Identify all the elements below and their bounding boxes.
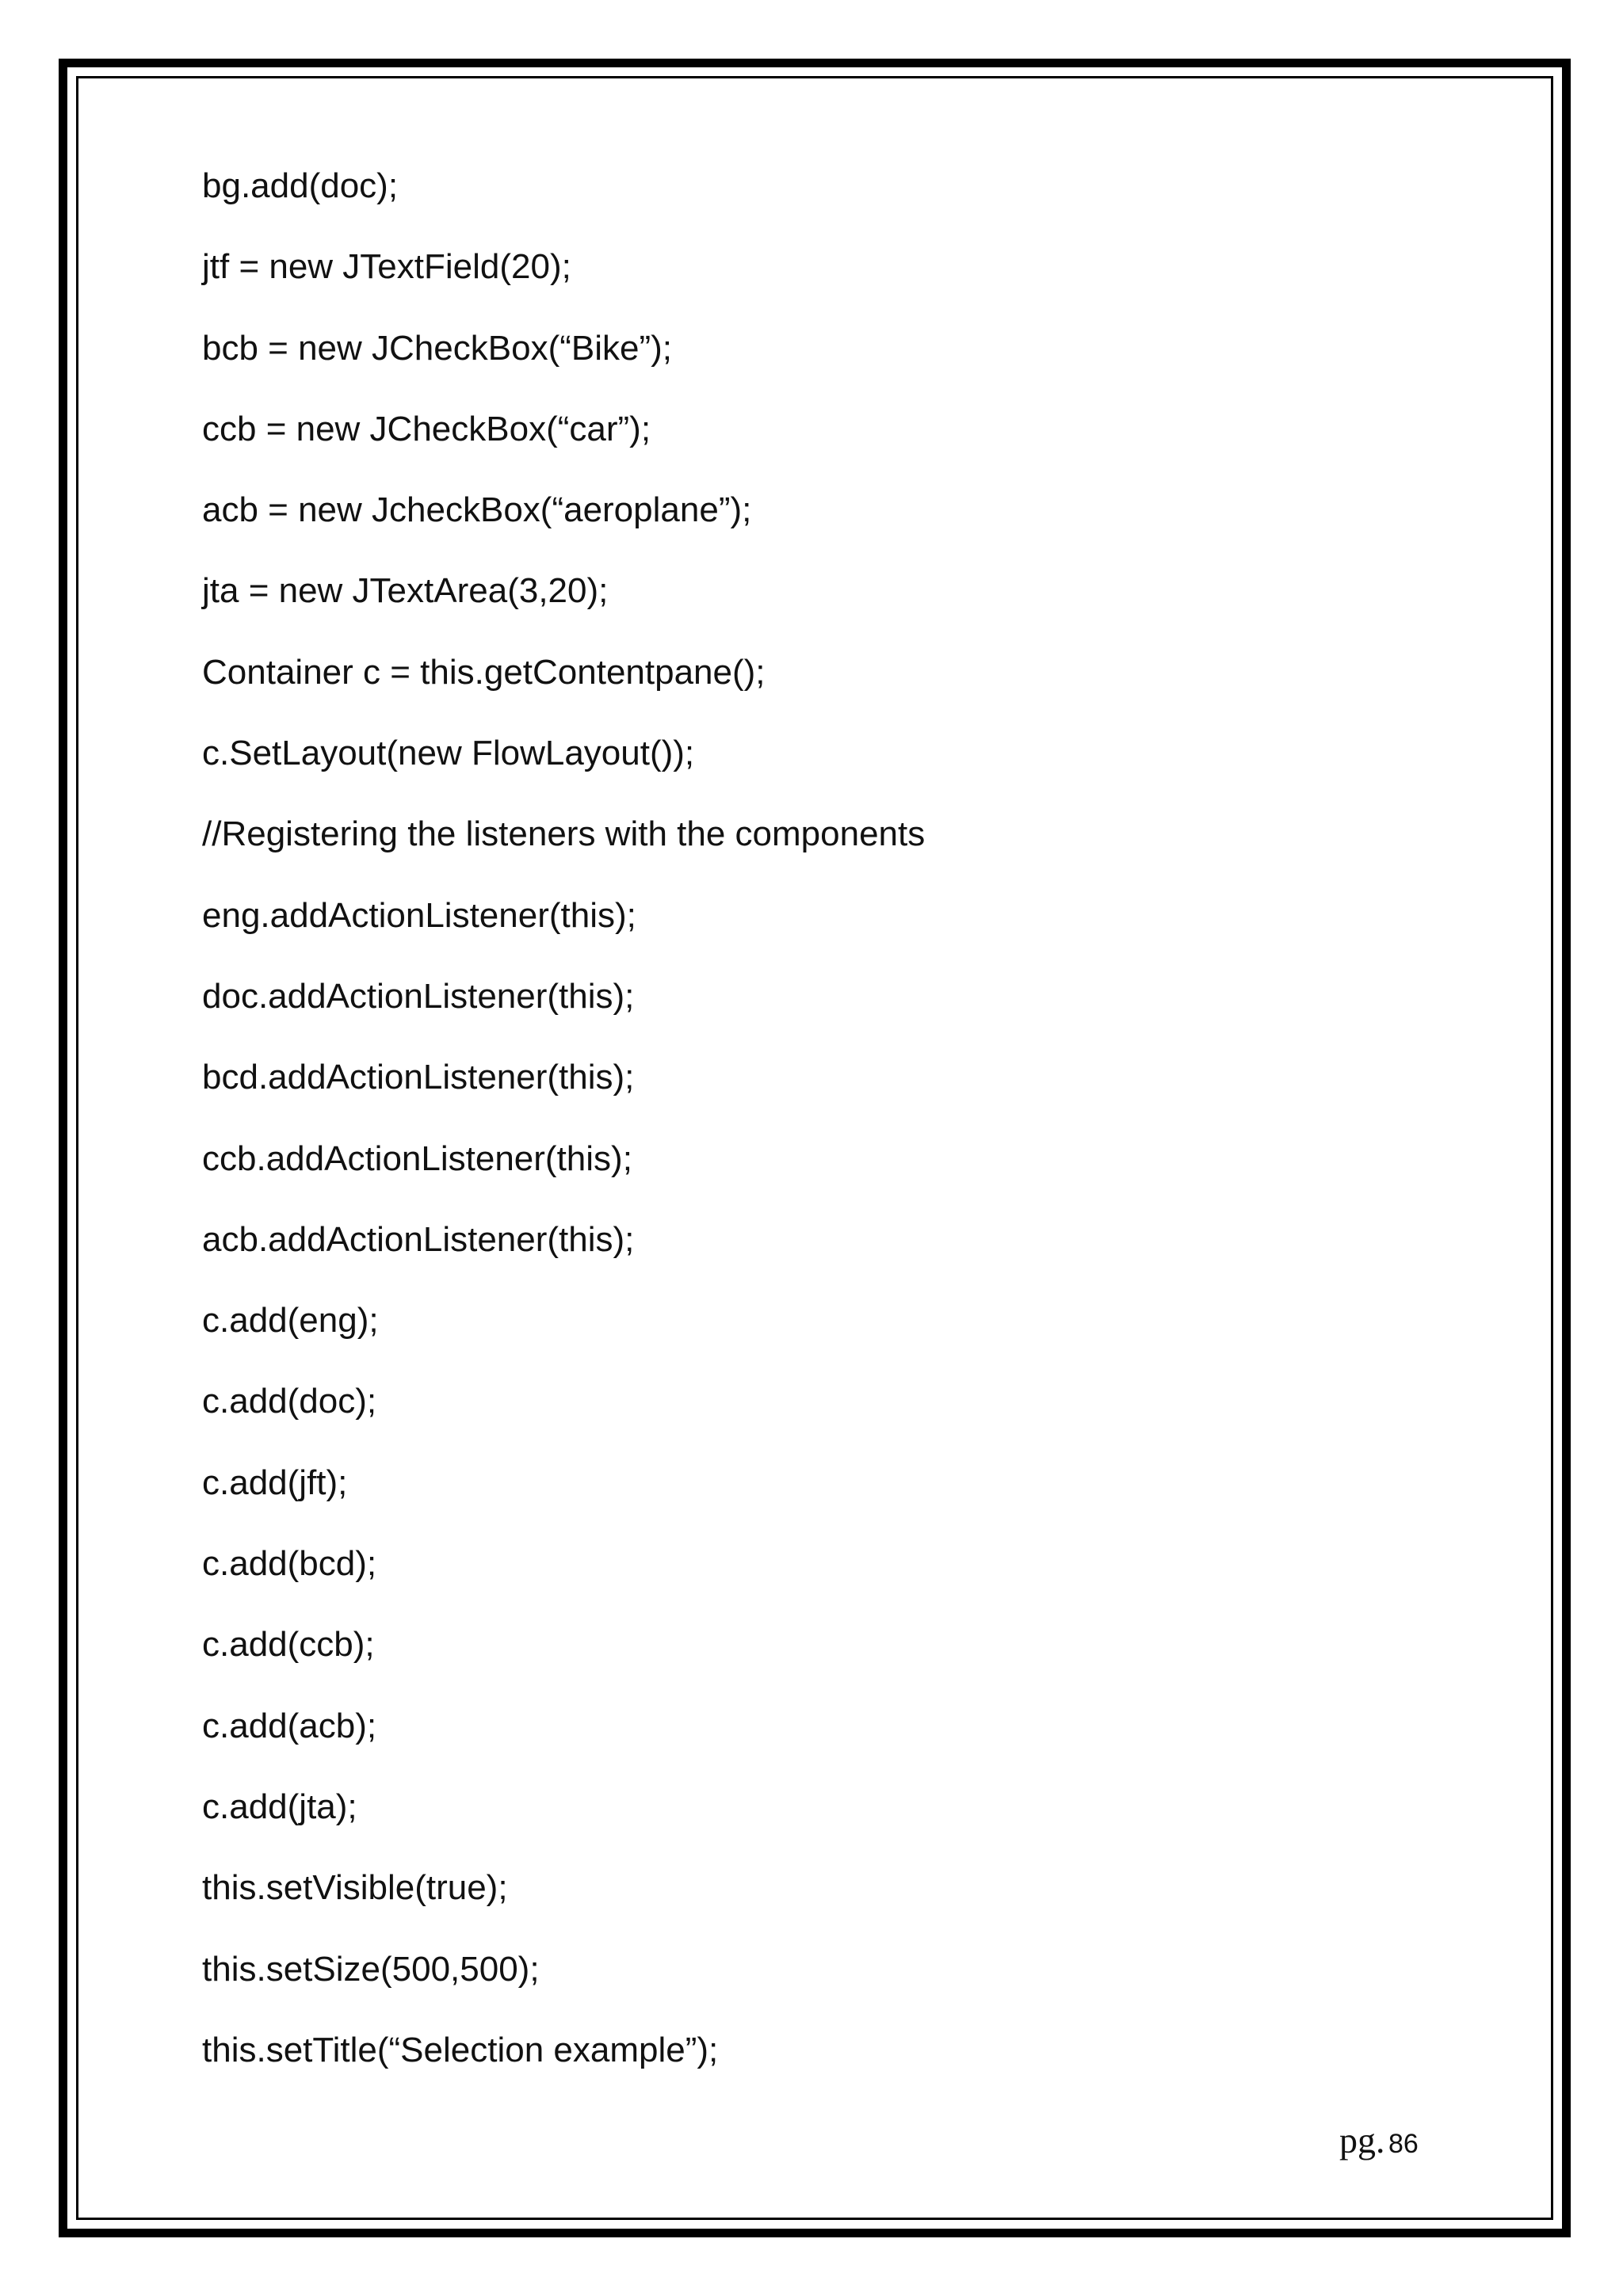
code-line: jta = new JTextArea(3,20); — [202, 571, 609, 611]
code-line: bcd.addActionListener(this); — [202, 1058, 635, 1097]
code-line: ccb.addActionListener(this); — [202, 1138, 632, 1178]
code-line: c.SetLayout(new FlowLayout()); — [202, 734, 695, 773]
code-line: c.add(doc); — [202, 1382, 377, 1421]
code-line: this.setTitle(“Selection example”); — [202, 2030, 719, 2069]
page-number — [1339, 2119, 1419, 2161]
page-number-label: pg. — [1339, 2120, 1385, 2161]
code-line: c.add(eng); — [202, 1301, 379, 1341]
code-line: c.add(jft); — [202, 1463, 348, 1502]
code-line: bg.add(doc); — [202, 166, 399, 205]
code-line: jtf = new JTextField(20); — [202, 247, 571, 287]
code-line: ccb = new JCheckBox(“car”); — [202, 409, 651, 448]
code-line: c.add(ccb); — [202, 1625, 375, 1665]
code-line: c.add(jta); — [202, 1787, 357, 1826]
code-line: doc.addActionListener(this); — [202, 976, 635, 1016]
code-line: c.add(acb); — [202, 1706, 377, 1745]
code-comment-line: //Registering the listeners with the components — [202, 814, 926, 854]
code-line: this.setVisible(true); — [202, 1868, 508, 1908]
code-listing — [202, 162, 925, 2107]
code-line: bcb = new JCheckBox(“Bike”); — [202, 328, 672, 368]
code-line: Container c = this.getContentpane(); — [202, 652, 766, 692]
code-line: c.add(bcd); — [202, 1544, 377, 1584]
code-line: eng.addActionListener(this); — [202, 895, 636, 935]
code-line: acb = new JcheckBox(“aeroplane”); — [202, 490, 752, 530]
code-line: acb.addActionListener(this); — [202, 1219, 635, 1259]
page-number-value: 86 — [1388, 2129, 1419, 2159]
code-line: this.setSize(500,500); — [202, 1949, 540, 1989]
